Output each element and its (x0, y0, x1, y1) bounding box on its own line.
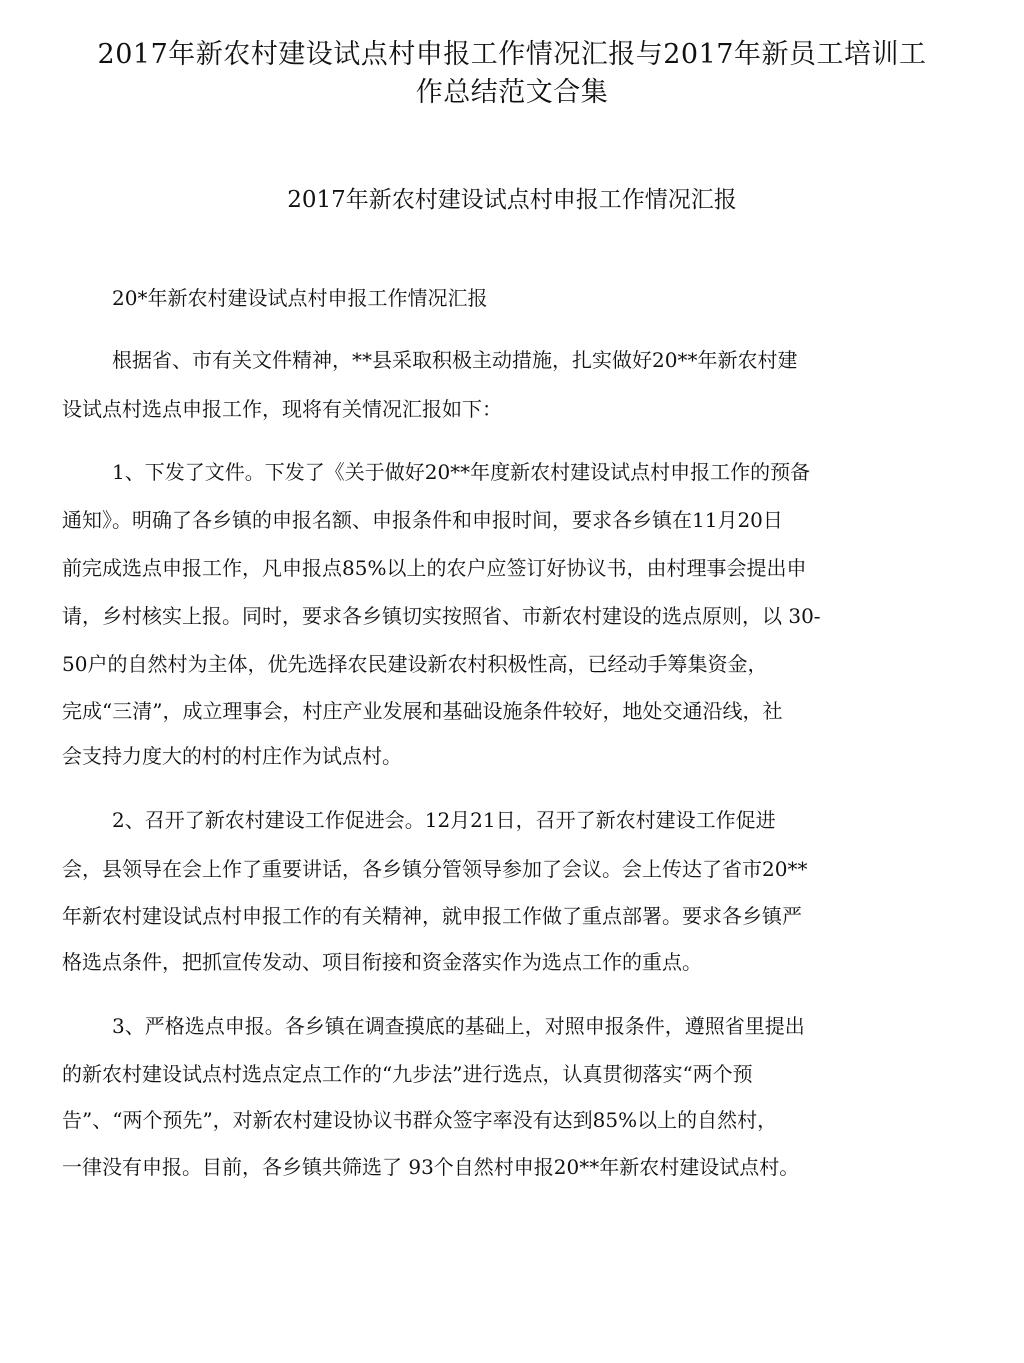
para1-line-2: 通知》。明确了各乡镇的申报名额、申报条件和申报时间，要求各乡镇在11月20日 (62, 508, 783, 532)
para2-line-4: 格选点条件，把抓宣传发动、项目衔接和资金落实作为选点工作的重点。 (62, 950, 702, 974)
para3-line-4: 一律没有申报。目前，各乡镇共筛选了 93个自然村申报20**年新农村建设试点村。 (62, 1155, 800, 1179)
para3-line-3: 告”、“两个预先”，对新农村建设协议书群众签字率没有达到85%以上的自然村， (62, 1108, 778, 1132)
para2-line-1: 2、召开了新农村建设工作促进会。12月21日，召开了新农村建设工作促进 (112, 808, 776, 832)
para1-line-4: 请，乡村核实上报。同时，要求各乡镇切实按照省、市新农村建设的选点原则，以 30- (62, 604, 821, 628)
para1-line-6: 完成“三清”，成立理事会，村庄产业发展和基础设施条件较好，地处交通沿线，社 (62, 699, 783, 723)
section-title: 2017年新农村建设试点村申报工作情况汇报 (287, 187, 737, 213)
para2-line-2: 会，县领导在会上作了重要讲话，各乡镇分管领导参加了会议。会上传达了省市20** (62, 857, 808, 881)
report-heading: 20*年新农村建设试点村申报工作情况汇报 (112, 286, 488, 310)
intro-line-2: 设试点村选点申报工作，现将有关情况汇报如下： (62, 397, 502, 421)
intro-line-1: 根据省、市有关文件精神，**县采取积极主动措施，扎实做好20**年新农村建 (112, 348, 798, 372)
para2-line-3: 年新农村建设试点村申报工作的有关精神，就申报工作做了重点部署。要求各乡镇严 (62, 904, 802, 928)
para1-line-3: 前完成选点申报工作，凡申报点85%以上的农户应签订好协议书，由村理事会提出申 (62, 556, 807, 580)
para1-line-5: 50户的自然村为主体，优先选择农民建设新农村积极性高，已经动手筹集资金， (62, 652, 768, 676)
para3-line-2: 的新农村建设试点村选点定点工作的“九步法”进行选点，认真贯彻落实“两个预 (62, 1062, 753, 1086)
para3-line-1: 3、严格选点申报。各乡镇在调查摸底的基础上，对照申报条件，遵照省里提出 (112, 1014, 805, 1038)
main-title-line-2: 作总结范文合集 (415, 77, 609, 108)
main-title-line-1: 2017年新农村建设试点村申报工作情况汇报与2017年新员工培训工 (97, 39, 927, 70)
para1-line-1: 1、下发了文件。下发了《关于做好20**年度新农村建设试点村申报工作的预备 (112, 460, 811, 484)
para1-line-7: 会支持力度大的村的村庄作为试点村。 (62, 744, 402, 768)
document-main-title (80, 36, 944, 112)
